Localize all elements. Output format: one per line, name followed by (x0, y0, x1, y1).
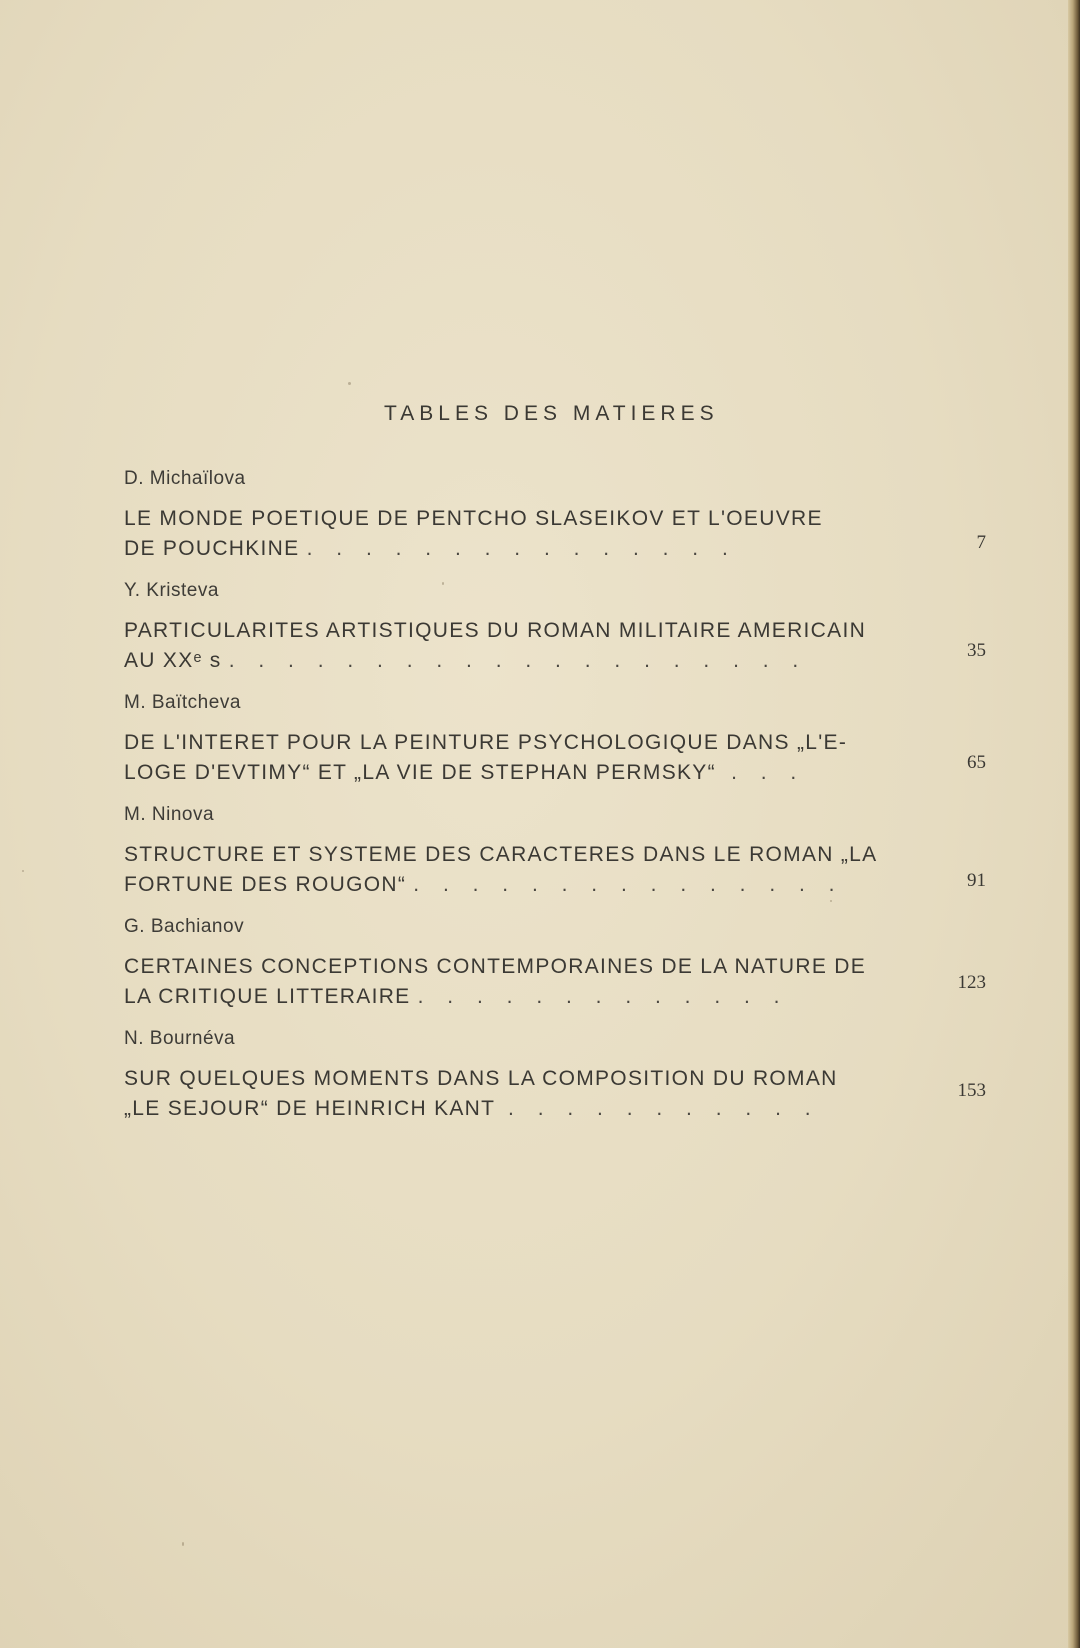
dot-leader: . . . . . . . . . . . . . . . (413, 873, 844, 896)
entry-page-number: 65 (967, 752, 986, 773)
entry-title-continuation (124, 646, 952, 676)
entry-title-end: „LE SEJOUR“ DE HEINRICH KANT (124, 1097, 495, 1120)
entry-title-end: LA CRITIQUE LITTERAIRE (124, 985, 411, 1008)
entry-title-line: CERTAINES CONCEPTIONS CONTEMPORAINES DE LA NATURE DE (124, 955, 867, 978)
entry-author: G. Bachianov (124, 916, 245, 937)
dot-leader: . . . . . . . . . . . . . . . (306, 537, 737, 560)
entry-page-number: 123 (957, 972, 986, 993)
entry-title-continuation (124, 982, 952, 1012)
entry-title-line: SUR QUELQUES MOMENTS DANS LA COMPOSITION DU ROMAN (124, 1067, 838, 1090)
entry-title-continuation (124, 758, 952, 788)
dot-leader: . . . (731, 761, 806, 784)
entry-title-continuation (124, 870, 952, 900)
entry-title-line: STRUCTURE ET SYSTEME DES CARACTERES DANS LE ROMAN „LA (124, 843, 878, 866)
dot-leader: . . . . . . . . . . . . . (417, 985, 789, 1008)
entry-title-continuation (124, 1094, 952, 1124)
toc-title: TABLES DES MATIERES (384, 402, 719, 425)
toc-entry (124, 690, 1024, 788)
entry-page-number: 91 (967, 870, 986, 891)
entry-page-number: 7 (976, 532, 986, 553)
entry-page-number: 153 (957, 1080, 986, 1101)
entry-title-end: AU XXᵉ s (124, 649, 222, 672)
entry-title-end: LOGE D'EVTIMY“ ET „LA VIE DE STEPHAN PERMSKY“ (124, 761, 716, 784)
toc-entry (124, 578, 1024, 676)
entry-author: Y. Kristeva (124, 580, 219, 601)
entry-author: M. Baïtcheva (124, 692, 241, 713)
entry-title-line: PARTICULARITES ARTISTIQUES DU ROMAN MILITAIRE AMERICAIN (124, 619, 867, 642)
toc-entry (124, 914, 1024, 1012)
toc-entry (124, 466, 1024, 564)
entry-author: D. Michaïlova (124, 468, 246, 489)
entry-author: M. Ninova (124, 804, 215, 825)
dot-leader: . . . . . . . . . . . . . . . . . . . . (228, 649, 808, 672)
entry-title-continuation (124, 534, 952, 564)
entry-title-end: DE POUCHKINE (124, 537, 300, 560)
dot-leader: . . . . . . . . . . . (508, 1097, 820, 1120)
entry-title-end: FORTUNE DES ROUGON“ (124, 873, 407, 896)
entry-page-number: 35 (967, 640, 986, 661)
toc-entry (124, 1026, 1024, 1124)
entry-author: N. Bournéva (124, 1028, 236, 1049)
entry-title-line: DE L'INTERET POUR LA PEINTURE PSYCHOLOGIQUE DANS „L'E- (124, 731, 848, 754)
toc-entry (124, 802, 1024, 900)
entry-title-line: LE MONDE POETIQUE DE PENTCHO SLASEIKOV ET L'OEUVRE (124, 507, 823, 530)
